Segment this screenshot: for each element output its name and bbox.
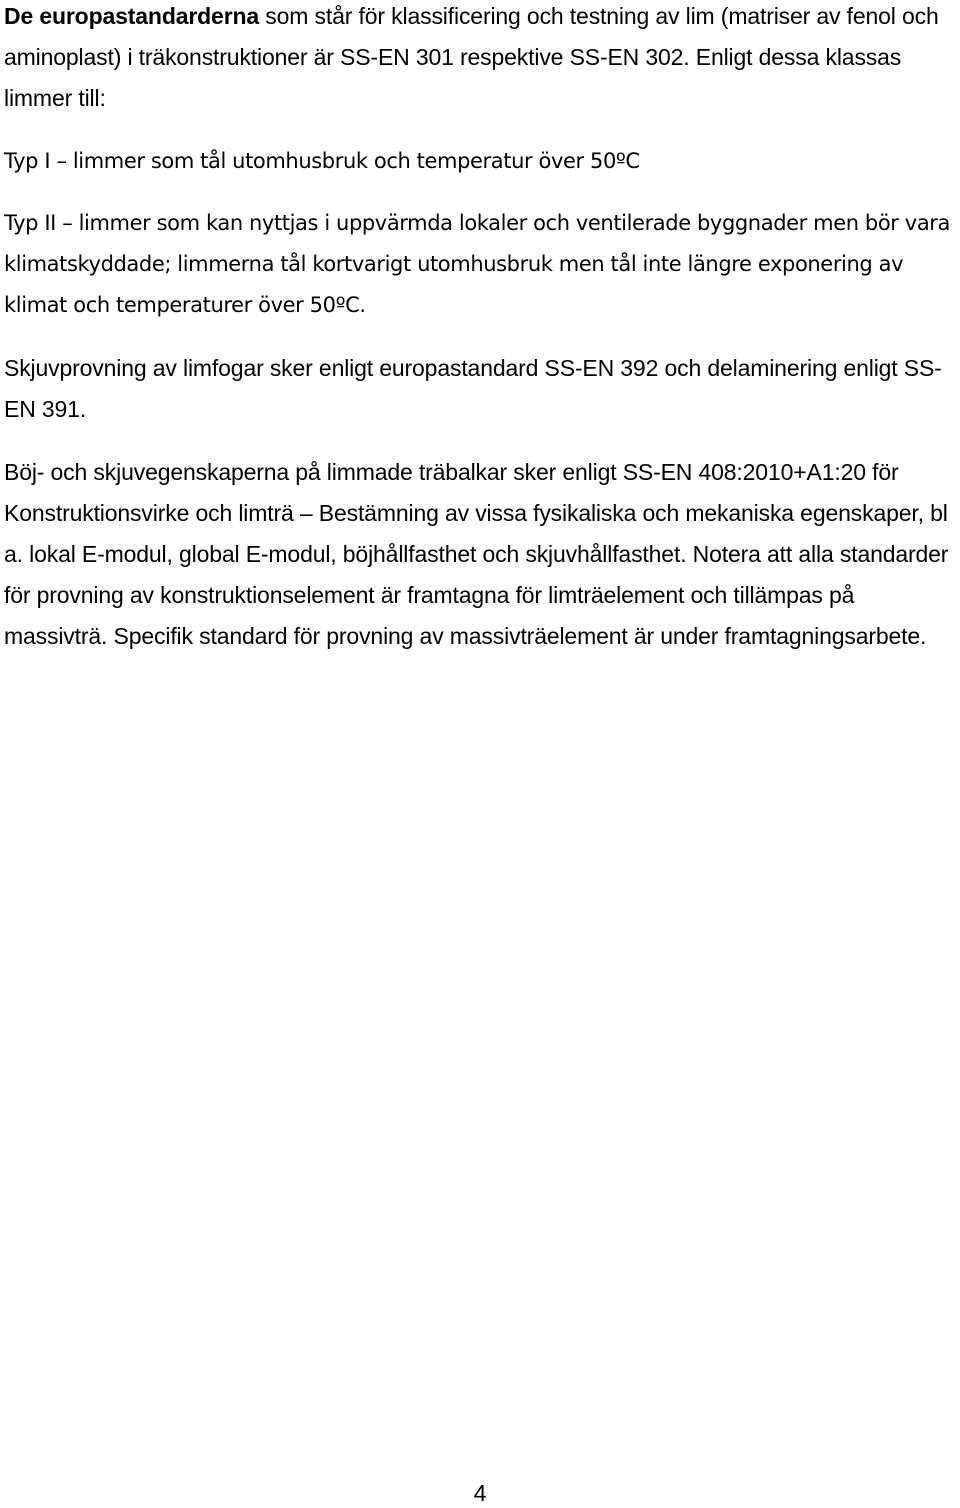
paragraph-type-1: Typ I – limmer som tål utomhusbruk och temperatur över 50ºC [4, 149, 640, 173]
paragraph-shear-testing: Skjuvprovning av limfogar sker enligt europastandard SS-EN 392 och delaminering enligt SS-EN 391. [4, 355, 942, 422]
paragraph-adhesive-standards [4, 0, 956, 119]
paragraph-bending-testing: Böj- och skjuvegenskaperna på limmade träbalkar sker enligt SS-EN 408:2010+A1:20 för Konstruktionsvirke och limträ – Bestämning av vissa fysikaliska och mekaniska egenskaper, bl a. lokal E-modul, global E-modul, böjhållfasthet och skjuvhållfasthet. Notera att alla standarder för provning av konstruktionselement är framtagna för limträelement och tillämpas på massivträ. Specifik standard för provning av massivträelement är under framtagningsarbete. [4, 459, 949, 649]
paragraph-type-2: Typ II – limmer som kan nyttjas i uppvärmda lokaler och ventilerade byggnader men bör vara klimatskyddade; limmerna tål kortvarigt utomhusbruk men tål inte längre exponering av klimat och temperaturer över 50ºC. [4, 211, 950, 317]
page-number: 4 [473, 1480, 487, 1506]
paragraph-text: som står för klassificering och testning av lim (matriser av fenol och aminoplast) i träkonstruktioner är SS-EN 301 respektive SS-EN 302. Enligt dessa klassas limmer till: [4, 3, 939, 111]
bold-lead: De europastandarderna [4, 3, 260, 29]
